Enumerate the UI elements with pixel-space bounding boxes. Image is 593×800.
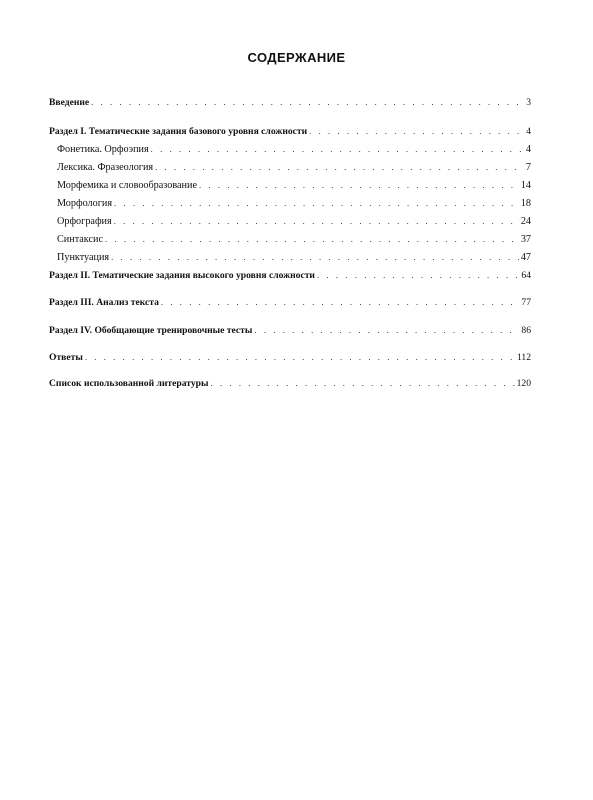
toc-entry-label: Морфология [57, 198, 113, 209]
toc-entry [49, 125, 531, 138]
toc-entry-page: 77 [521, 297, 531, 308]
toc-entry [49, 351, 531, 364]
toc-entry [57, 197, 531, 210]
toc-entry [49, 324, 531, 337]
toc-entry-label: Введение [49, 97, 90, 108]
toc-entry [57, 233, 531, 246]
toc-entry-label: Раздел III. Анализ текста [49, 297, 159, 308]
dot-leader [155, 161, 524, 173]
toc-entry-page: 3 [526, 97, 531, 108]
toc-entry-page: 86 [521, 325, 531, 336]
toc-entry-page: 14 [520, 180, 531, 191]
toc-entry [57, 179, 531, 192]
toc-entry-label: Раздел IV. Обобщающие тренировочные тесты [49, 325, 253, 336]
toc-entry-label: Раздел I. Тематические задания базового уровня сложности [49, 126, 308, 137]
toc-entry-label: Фонетика. Орфоэпия [57, 144, 149, 155]
toc-entry [49, 96, 531, 109]
toc-entry-page: 47 [520, 252, 531, 263]
toc-entry-label: Морфемика и словообразование [57, 180, 197, 191]
toc-entry [57, 143, 531, 156]
dot-leader [199, 179, 519, 191]
dot-leader [91, 96, 524, 108]
dot-leader [161, 296, 520, 308]
toc-entry [49, 269, 531, 282]
dot-leader [85, 351, 515, 363]
toc-entry-page: 64 [521, 270, 531, 281]
toc-entry-page: 7 [525, 162, 531, 173]
dot-leader [317, 269, 519, 281]
toc-entry-label: Список использованной литературы [49, 378, 209, 389]
toc-entry-label: Синтаксис [57, 234, 103, 245]
toc-entry [57, 215, 531, 228]
dot-leader [111, 251, 519, 263]
toc-entry [49, 296, 531, 309]
toc-entry-page: 24 [520, 216, 531, 227]
dot-leader [211, 377, 515, 389]
dot-leader [114, 215, 519, 227]
toc-entry [57, 251, 531, 264]
toc-entry [49, 377, 531, 390]
toc-entry-page: 18 [520, 198, 531, 209]
dot-leader [309, 125, 524, 137]
toc-entry-page: 37 [520, 234, 531, 245]
toc-entry-label: Орфография [57, 216, 112, 227]
toc-entry-label: Раздел II. Тематические задания высокого уровня сложности [49, 270, 315, 281]
dot-leader [105, 233, 519, 245]
page-title: СОДЕРЖАНИЕ [247, 50, 346, 65]
toc-entry-label: Пунктуация [57, 252, 110, 263]
toc-entry-label: Лексика. Фразеология [57, 162, 154, 173]
toc-entry-label: Ответы [49, 352, 83, 363]
dot-leader [151, 143, 524, 155]
toc-entry [57, 161, 531, 174]
toc-entry-page: 112 [516, 352, 531, 363]
dot-leader [114, 197, 519, 209]
dot-leader [254, 324, 519, 336]
toc-entry-page: 4 [525, 144, 531, 155]
toc-entry-page: 120 [516, 378, 531, 389]
toc-entry-page: 4 [526, 126, 531, 137]
